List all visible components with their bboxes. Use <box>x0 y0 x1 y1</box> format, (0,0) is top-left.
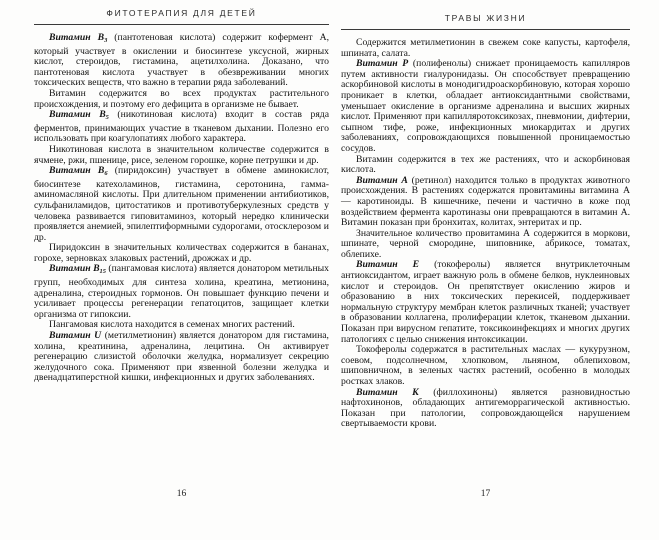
paragraph: Витамин $В_5$ (никотиновая кислота) входит в состав ряда ферментов, принимающих участие в тканевом дыхании. Полезно его использовать при коагулопатиях любого характера. <box>34 109 329 145</box>
book-page-right <box>341 0 630 540</box>
paragraph: Токоферолы содержатся в растительных маслах — кукурузном, соевом, подсолнечном, хлопковом, льняном, облепиховом, шиповничном, в зеленых частях растений, особенно в молодых ростках злаков. <box>341 344 630 387</box>
paragraph: Витамин Р (полифенолы) снижает проницаемость капилляров путем активности гиалуронидазы. Он способствует превращению аскорбиновой кислоты в монодигидроаскорбиновую, которая хорошо проникает в клетки, обладает антиоксидантными свойствами, уменьшает окисление в организме адреналина и высших жирных кислот. Применяют при капилляротоксикозах, пневмонии, дифтерии, сыпном тифе, роже, инфекционных миокардитах и других заболеваниях, сопровождающихся повышенной проницаемостью сосудов. <box>341 58 630 154</box>
book-page-left <box>34 0 329 540</box>
paragraph: Значительное количество провитамина А содержится в моркови, шпинате, черной смородине, шиповнике, абрикосе, томатах, облепихе. <box>341 227 630 260</box>
paragraph: Содержится метилметионин в свежем соке капусты, картофеля, шпината, салата. <box>341 37 630 59</box>
running-head-right: ТРАВЫ ЖИЗНИ <box>341 13 630 30</box>
vitamin-lead: Витамин А <box>356 174 408 186</box>
paragraph: Витамин К (филлохиноны) является разновидностью нафтохинонов, обладающих антигеморрагической активностью. Показан при патологии, сопровождающейся нарушением свертываемости крови. <box>341 386 630 430</box>
paragraph: Витамин Е (токоферолы) является внутриклеточным антиоксидантом, играет важную роль в обмене белков, нуклеиновых кислот и стероидов. Он препятствует окислению жиров и образованию в них токсических перекисей, поддерживает нормальную структуру мембран клеток различных тканей; участвует в образовании коллагена, пролиферации клеток, тканевом дыхании. Показан при вирусном гепатите, токсикоинфекциях и многих других патологиях с целью снижения интоксикации. <box>341 259 631 345</box>
vitamin-subscript: 5 <box>105 114 109 122</box>
vitamin-subscript: 3 <box>104 37 108 44</box>
page-number-right: 17 <box>480 489 491 499</box>
paragraph: Витамин $В_6$ (пиридоксин) участвует в обмене аминокислот, биосинтезе катехоламинов, гистамина, серотонина, гамма-аминомасляной кислоты. При длительном применении антибиотиков, сульфаниламидов, цитостатиков и противотуберкулезных средств у человека развивается гиповитаминоз, который нередко клинически проявляется анемией, эпилептиформными судорогами, отосклерозом и др. <box>34 165 330 243</box>
vitamin-lead: Витамин В <box>49 165 105 177</box>
vitamin-subscript: 15 <box>99 268 106 276</box>
paragraph: Витамин содержится в тех же растениях, что и аскорбиновая кислота. <box>341 153 630 176</box>
paragraph: Витамин содержится во всех продуктах растительного происхождения, и поэтому его дефицита в организме не бывает. <box>34 87 329 110</box>
page-number-left: 16 <box>176 489 187 499</box>
vitamin-lead: Витамин Р <box>356 58 409 70</box>
vitamin-lead: Витамин U <box>49 330 102 342</box>
paragraph: Витамин $В_3$ (пантотеновая кислота) содержит кофермент А, который участвует в окислении и биосинтезе уксусной, жирных кислот, стероидов, гистамина, ацетилхолина. Доказано, что пантотеновая кислота участвует в обезвреживании многих токсических веществ, что важно в терапии ряда заболеваний. <box>34 32 330 89</box>
paragraph: Пангамовая кислота находится в семенах многих растений. <box>49 319 295 331</box>
vitamin-lead: Витамин Е <box>356 259 420 271</box>
page-body <box>34 33 329 384</box>
paragraph: Пиридоксин в значительных количествах содержится в бананах, горохе, зерновках злаковых растений, дрожжах и др. <box>34 242 329 264</box>
paragraph: Витамин $В_{15}$ (пангамовая кислота) является донатором метильных групп, необходимых для синтеза холина, креатина, метионина, адреналина, стероидных гормонов. Он повышает функцию печени и усиливает процессы регенерации гепатоцитов, защищает клетки организма от гипоксии. <box>34 263 329 320</box>
paragraph: Витамин А (ретинол) находится только в продуктах животного происхождения. В растениях содержатся провитамины витамина А — каротиноиды. В кишечнике, печени и частично в коже под воздействием фермента каротиназы они превращаются в витамин А. Витамин показан при бронхитах, колитах, энтеритах и пр. <box>341 174 631 229</box>
paragraph: Витамин U (метилметионин) является донатором для гистамина, холина, креатинина, адреналина, лецитина. Он активирует регенерацию слизистой оболочки желудка, нормализует секрецию желудочного сока. Применяют при язвенной болезни желудка и двенадцатиперстной кишки, инфекционных и других заболеваниях. <box>34 330 329 384</box>
running-head-left: ФИТОТЕРАПИЯ ДЛЯ ДЕТЕЙ <box>34 8 329 25</box>
vitamin-lead: Витамин В <box>49 263 100 275</box>
vitamin-lead: Витамин К <box>356 386 419 398</box>
paragraph: Никотиновая кислота в значительном количестве содержится в ячмене, ржи, пшенице, рисе, зеленом горошке, корне петрушки и др. <box>34 143 329 166</box>
vitamin-subscript: 6 <box>104 170 108 178</box>
vitamin-lead: Витамин В <box>49 32 105 43</box>
vitamin-lead: Витамин В <box>49 109 106 121</box>
page-body <box>341 38 630 430</box>
